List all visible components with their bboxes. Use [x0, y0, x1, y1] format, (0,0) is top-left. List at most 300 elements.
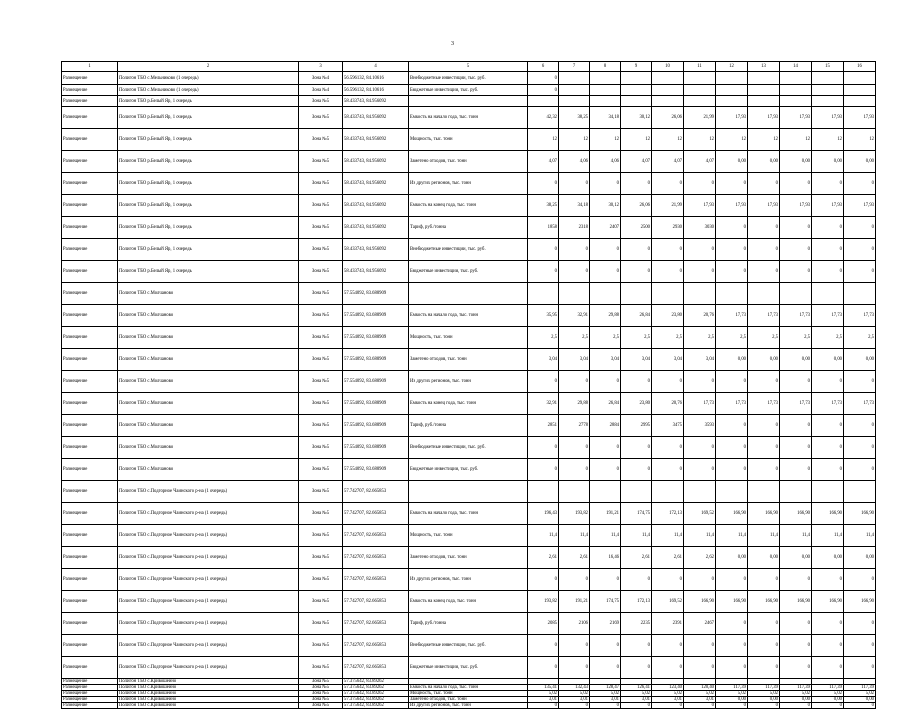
table-cell: 0: [780, 703, 812, 709]
table-row: [62, 283, 876, 305]
table-cell: 0: [748, 415, 780, 437]
table-row: [62, 591, 876, 613]
table-cell: [409, 96, 528, 107]
table-cell: 3,01: [621, 697, 652, 703]
table-cell: 0,00: [716, 697, 748, 703]
table-cell: 2467: [684, 613, 716, 635]
table-row: [62, 569, 876, 591]
table-cell: 166,90: [748, 503, 780, 525]
table-cell: 57.554092, 83.688909: [343, 371, 409, 393]
table-cell: 57.375642, 83.89262: [343, 691, 409, 697]
table-cell: 3,01: [652, 697, 684, 703]
table-cell: [844, 85, 876, 96]
table-cell: [621, 96, 652, 107]
table-cell: 3,04: [559, 349, 590, 371]
table-cell: 11,4: [748, 525, 780, 547]
table-cell: 0: [684, 635, 716, 657]
table-cell: 0: [684, 371, 716, 393]
table-cell: 1858: [528, 217, 559, 239]
table-row: [62, 703, 876, 709]
table-row: [62, 173, 876, 195]
table-cell: 12: [652, 129, 684, 151]
table-cell: 172,13: [652, 503, 684, 525]
table-cell: Емкость на начало года, тыс. тонн: [409, 503, 528, 525]
table-cell: 11,4: [590, 525, 621, 547]
table-cell: 2778: [559, 415, 590, 437]
table-cell: Полигон ТБО р.Белый Яр, 1 очередь: [118, 173, 299, 195]
table-cell: 2,61: [528, 547, 559, 569]
table-cell: 57.554092, 83.688909: [343, 459, 409, 481]
table-cell: 0: [590, 239, 621, 261]
table-cell: 0: [621, 173, 652, 195]
column-number: 14: [780, 62, 812, 72]
table-row: [62, 393, 876, 415]
table-cell: 193,82: [559, 503, 590, 525]
table-cell: 11,4: [716, 525, 748, 547]
table-cell: 172,13: [621, 591, 652, 613]
table-cell: 0: [684, 459, 716, 481]
table-cell: 17,73: [716, 393, 748, 415]
table-cell: 58.433743, 84.956092: [343, 173, 409, 195]
table-cell: 57.554092, 83.688909: [343, 349, 409, 371]
table-cell: Внебюджетные инвестиции, тыс. руб.: [409, 635, 528, 657]
table-cell: 2,61: [621, 547, 652, 569]
table-cell: Тариф, руб./тонна: [409, 217, 528, 239]
table-cell: 57.554092, 83.688909: [343, 393, 409, 415]
table-cell: 0: [716, 371, 748, 393]
table-cell: 0: [780, 371, 812, 393]
table-cell: 117,39: [716, 685, 748, 691]
table-cell: 34,18: [559, 195, 590, 217]
table-cell: 0: [812, 217, 844, 239]
table-cell: [652, 481, 684, 503]
table-cell: 0: [621, 657, 652, 679]
table-cell: Мощность, тыс. тонн: [409, 129, 528, 151]
table-cell: Емкость на конец года, тыс. тонн: [409, 195, 528, 217]
header-row: [62, 62, 876, 72]
table-cell: Размещение: [62, 691, 118, 697]
table-cell: 21,99: [684, 107, 716, 129]
table-cell: 57.375642, 83.89262: [343, 697, 409, 703]
table-cell: 0: [590, 261, 621, 283]
table-cell: 57.554092, 83.688909: [343, 283, 409, 305]
table-cell: 2391: [652, 613, 684, 635]
table-cell: 0: [716, 613, 748, 635]
table-cell: 0: [748, 459, 780, 481]
table-cell: 3,01: [590, 697, 621, 703]
table-cell: 166,90: [844, 591, 876, 613]
table-cell: Зона №5: [299, 685, 343, 691]
table-cell: 57.742707, 82.665853: [343, 525, 409, 547]
table-cell: Емкость на начало года, тыс. тонн: [409, 107, 528, 129]
table-cell: 0,00: [844, 151, 876, 173]
table-cell: 0: [844, 657, 876, 679]
column-number: 3: [299, 62, 343, 72]
table-cell: [716, 283, 748, 305]
table-cell: 20,76: [652, 393, 684, 415]
table-cell: Заметено отходов, тыс. тонн: [409, 151, 528, 173]
table-cell: 58.433743, 84.956092: [343, 239, 409, 261]
table-cell: 58.433743, 84.956092: [343, 96, 409, 107]
table-cell: 0: [621, 261, 652, 283]
table-cell: 3030: [684, 217, 716, 239]
table-cell: 5,02: [559, 691, 590, 697]
table-cell: 2,5: [528, 327, 559, 349]
column-number: 2: [118, 62, 299, 72]
table-cell: [812, 283, 844, 305]
table-cell: [684, 481, 716, 503]
table-cell: [652, 72, 684, 85]
table-cell: Зона №4: [299, 72, 343, 85]
table-cell: Из других регионов, тыс. тонн: [409, 371, 528, 393]
table-cell: 120,40: [684, 685, 716, 691]
table-cell: 0: [559, 569, 590, 591]
table-cell: 0: [748, 613, 780, 635]
table-cell: 34,18: [590, 107, 621, 129]
table-cell: 56.596132, 84.10616: [343, 85, 409, 96]
column-number: 12: [716, 62, 748, 72]
table-cell: 0: [684, 173, 716, 195]
table-cell: Размещение: [62, 283, 118, 305]
table-cell: 0,00: [812, 697, 844, 703]
column-number: 6: [528, 62, 559, 72]
table-cell: 0: [528, 371, 559, 393]
table-cell: Полигон ТБО с.Кривошеино: [118, 679, 299, 685]
table-cell: 0: [812, 613, 844, 635]
table-cell: [844, 96, 876, 107]
table-cell: 11,4: [812, 525, 844, 547]
table-cell: Заметено отходов, тыс. тонн: [409, 697, 528, 703]
table-cell: 0: [652, 437, 684, 459]
table-cell: 17,73: [780, 305, 812, 327]
table-cell: 0: [844, 635, 876, 657]
table-cell: [652, 283, 684, 305]
table-cell: Внебюджетные инвестиции, тыс. руб.: [409, 437, 528, 459]
table-cell: 0: [621, 239, 652, 261]
table-cell: Полигон ТБО р.Белый Яр, 1 очередь: [118, 107, 299, 129]
table-cell: [684, 283, 716, 305]
table-cell: 132,43: [559, 685, 590, 691]
table-cell: 166,90: [716, 591, 748, 613]
table-cell: Зона №5: [299, 195, 343, 217]
table-cell: Размещение: [62, 173, 118, 195]
table-cell: 0,00: [780, 697, 812, 703]
table-cell: 0: [590, 569, 621, 591]
table-cell: 57.742707, 82.665853: [343, 569, 409, 591]
table-cell: 169,52: [652, 591, 684, 613]
table-cell: Размещение: [62, 613, 118, 635]
table-cell: 30,12: [590, 195, 621, 217]
table-cell: Зона №5: [299, 591, 343, 613]
table-cell: Полигон ТБО р.Белый Яр, 1 очередь: [118, 195, 299, 217]
table-cell: 38,25: [528, 195, 559, 217]
table-cell: Из других регионов, тыс. тонн: [409, 173, 528, 195]
table-cell: 0: [559, 173, 590, 195]
table-cell: [528, 96, 559, 107]
table-cell: Зона №5: [299, 371, 343, 393]
table-cell: 58.433743, 84.956092: [343, 129, 409, 151]
table-cell: 0: [780, 415, 812, 437]
table-cell: 166,90: [748, 591, 780, 613]
table-row: [62, 107, 876, 129]
table-cell: 11,4: [528, 525, 559, 547]
table-cell: Размещение: [62, 679, 118, 685]
table-row: [62, 129, 876, 151]
table-cell: 135,41: [528, 685, 559, 691]
table-cell: 2318: [559, 217, 590, 239]
table-cell: 2500: [621, 217, 652, 239]
table-cell: Полигон ТБО с.Подгорное Чаинского р-на (1 очередь): [118, 481, 299, 503]
table-cell: Зона №5: [299, 635, 343, 657]
table-cell: 11,4: [780, 525, 812, 547]
table-cell: 0: [528, 703, 559, 709]
table-cell: 2085: [528, 613, 559, 635]
table-cell: [409, 481, 528, 503]
table-cell: 2,5: [621, 327, 652, 349]
table-cell: 191,21: [590, 503, 621, 525]
table-cell: 0: [748, 173, 780, 195]
table-cell: 11,4: [844, 525, 876, 547]
table-row: [62, 371, 876, 393]
table-cell: Зона №5: [299, 217, 343, 239]
table-cell: 12: [844, 129, 876, 151]
table-cell: 0: [652, 635, 684, 657]
table-cell: Тариф, руб./тонна: [409, 613, 528, 635]
table-cell: 0: [528, 635, 559, 657]
column-number: 13: [748, 62, 780, 72]
table-cell: 2,62: [684, 547, 716, 569]
table-cell: [621, 85, 652, 96]
table-cell: Зона №5: [299, 349, 343, 371]
table-cell: [528, 481, 559, 503]
table-cell: Полигон ТБО с.Мельниково (1 очередь): [118, 85, 299, 96]
table-cell: Размещение: [62, 107, 118, 129]
table-cell: Зона №5: [299, 569, 343, 591]
table-cell: 174,75: [590, 591, 621, 613]
table-cell: Полигон ТБО с.Молчаново: [118, 349, 299, 371]
table-cell: [590, 481, 621, 503]
table-cell: 17,93: [684, 195, 716, 217]
table-cell: 0: [844, 703, 876, 709]
table-cell: 0: [844, 437, 876, 459]
table-cell: 17,73: [684, 393, 716, 415]
table-cell: 0: [590, 635, 621, 657]
table-cell: Полигон ТБО с.Подгорное Чаинского р-на (1 очередь): [118, 657, 299, 679]
table-cell: Зона №5: [299, 697, 343, 703]
table-cell: 42,32: [528, 107, 559, 129]
table-cell: 3,01: [559, 697, 590, 703]
table-cell: 0: [559, 459, 590, 481]
table-cell: 57.742707, 82.665853: [343, 657, 409, 679]
table-cell: Полигон ТБО с.Подгорное Чаинского р-на (1 очередь): [118, 525, 299, 547]
table-cell: 3,04: [528, 349, 559, 371]
table-row: [62, 525, 876, 547]
table-cell: Размещение: [62, 657, 118, 679]
table-cell: Зона №5: [299, 129, 343, 151]
table-cell: 4,06: [559, 151, 590, 173]
table-row: [62, 305, 876, 327]
table-cell: 58.433743, 84.956092: [343, 217, 409, 239]
table-cell: 2,5: [559, 327, 590, 349]
table-cell: [780, 72, 812, 85]
table-cell: Зона №5: [299, 459, 343, 481]
table-cell: [812, 85, 844, 96]
table-cell: 4,07: [621, 151, 652, 173]
column-number: 9: [621, 62, 652, 72]
table-cell: [528, 283, 559, 305]
table-cell: Полигон ТБО с.Подгорное Чаинского р-на (1 очередь): [118, 569, 299, 591]
table-cell: Размещение: [62, 371, 118, 393]
table-cell: 117,39: [812, 685, 844, 691]
table-cell: 17,93: [780, 195, 812, 217]
table-cell: [621, 481, 652, 503]
table-cell: Емкость на начало года, тыс. тонн: [409, 685, 528, 691]
table-cell: [812, 96, 844, 107]
table-cell: 0: [652, 569, 684, 591]
table-cell: 5,02: [844, 691, 876, 697]
table-row: [62, 657, 876, 679]
table-cell: 58.433743, 84.956092: [343, 261, 409, 283]
table-cell: 3,04: [652, 349, 684, 371]
table-cell: 57.742707, 82.665853: [343, 635, 409, 657]
table-cell: 17,93: [716, 195, 748, 217]
table-cell: 5,02: [812, 691, 844, 697]
table-cell: 0: [716, 657, 748, 679]
table-cell: 0: [812, 569, 844, 591]
table-cell: 29,88: [559, 393, 590, 415]
table-cell: 0: [844, 239, 876, 261]
table-cell: 0: [528, 437, 559, 459]
table-cell: 0: [684, 261, 716, 283]
table-cell: 0: [528, 261, 559, 283]
table-cell: Зона №5: [299, 173, 343, 195]
table-cell: 0: [559, 703, 590, 709]
table-cell: Полигон ТБО с.Молчаново: [118, 327, 299, 349]
table-cell: 0: [780, 635, 812, 657]
table-cell: 2995: [621, 415, 652, 437]
table-cell: 26,84: [621, 305, 652, 327]
table-cell: Полигон ТБО с.Молчаново: [118, 371, 299, 393]
table-cell: 23,80: [621, 393, 652, 415]
table-cell: 166,90: [684, 591, 716, 613]
table-cell: 57.554092, 83.688909: [343, 327, 409, 349]
table-cell: 57.742707, 82.665853: [343, 481, 409, 503]
table-cell: [559, 72, 590, 85]
table-cell: 17,73: [844, 393, 876, 415]
table-cell: Полигон ТБО р.Белый Яр, 1 очередь: [118, 129, 299, 151]
table-cell: [748, 96, 780, 107]
table-cell: 57.742707, 82.665853: [343, 503, 409, 525]
table-cell: 0: [559, 261, 590, 283]
table-cell: 0: [528, 657, 559, 679]
table-cell: 0: [748, 239, 780, 261]
table-cell: 3,04: [590, 349, 621, 371]
table-cell: 32,91: [559, 305, 590, 327]
table-cell: 2,61: [652, 547, 684, 569]
table-cell: 0: [684, 569, 716, 591]
table-cell: Из других регионов, тыс. тонн: [409, 569, 528, 591]
table-cell: Бюджетные инвестиции, тыс. руб.: [409, 657, 528, 679]
table-cell: [780, 481, 812, 503]
table-cell: Зона №5: [299, 525, 343, 547]
table-cell: 56.596132, 84.10616: [343, 72, 409, 85]
table-cell: Размещение: [62, 415, 118, 437]
table-cell: Полигон ТБО р.Белый Яр, 1 очередь: [118, 151, 299, 173]
table-cell: Полигон ТБО с.Кривошеино: [118, 691, 299, 697]
table-cell: 12: [780, 129, 812, 151]
table-cell: 0: [684, 657, 716, 679]
table-cell: Зона №5: [299, 96, 343, 107]
table-row: [62, 547, 876, 569]
table-cell: [716, 72, 748, 85]
table-cell: 0: [621, 459, 652, 481]
table-cell: 11,4: [559, 525, 590, 547]
table-cell: 12: [559, 129, 590, 151]
table-cell: Размещение: [62, 481, 118, 503]
table-cell: [748, 283, 780, 305]
table-cell: 26,06: [652, 107, 684, 129]
data-table: [61, 61, 876, 709]
table-cell: 16,46: [590, 547, 621, 569]
table-cell: 17,93: [812, 107, 844, 129]
table-cell: 12: [590, 129, 621, 151]
table-cell: 0: [748, 657, 780, 679]
table-row: [62, 96, 876, 107]
table-cell: [652, 96, 684, 107]
table-cell: 2235: [621, 613, 652, 635]
table-cell: 0,00: [812, 349, 844, 371]
table-cell: [590, 72, 621, 85]
table-cell: 0: [684, 239, 716, 261]
table-cell: 0: [684, 437, 716, 459]
table-cell: [684, 85, 716, 96]
table-cell: 117,39: [780, 685, 812, 691]
table-cell: 0: [590, 703, 621, 709]
table-cell: 123,40: [652, 685, 684, 691]
table-cell: 0: [844, 613, 876, 635]
column-number: 11: [684, 62, 716, 72]
table-cell: [748, 481, 780, 503]
table-cell: 0: [812, 437, 844, 459]
table-cell: 117,39: [844, 685, 876, 691]
table-cell: [590, 96, 621, 107]
table-cell: 0: [780, 569, 812, 591]
table-cell: [409, 283, 528, 305]
table-row: [62, 72, 876, 85]
table-cell: 20,76: [684, 305, 716, 327]
table-cell: 0: [559, 371, 590, 393]
table-cell: 0: [812, 459, 844, 481]
table-cell: 17,73: [812, 393, 844, 415]
table-cell: 58.433743, 84.956092: [343, 151, 409, 173]
table-cell: Зона №5: [299, 691, 343, 697]
table-cell: 4,07: [528, 151, 559, 173]
table-cell: Размещение: [62, 305, 118, 327]
table-cell: Размещение: [62, 349, 118, 371]
table-cell: 0,00: [748, 697, 780, 703]
table-cell: 58.433743, 84.956092: [343, 107, 409, 129]
table-cell: Полигон ТБО р.Белый Яр, 1 очередь: [118, 261, 299, 283]
table-cell: 196,43: [528, 503, 559, 525]
table-cell: 0,00: [748, 151, 780, 173]
table-cell: 0: [621, 371, 652, 393]
table-cell: 0,00: [748, 349, 780, 371]
table-cell: Полигон ТБО с.Подгорное Чаинского р-на (1 очередь): [118, 635, 299, 657]
table-cell: 3475: [652, 415, 684, 437]
column-number: 1: [62, 62, 118, 72]
table-cell: [559, 96, 590, 107]
table-cell: 0: [528, 85, 559, 96]
